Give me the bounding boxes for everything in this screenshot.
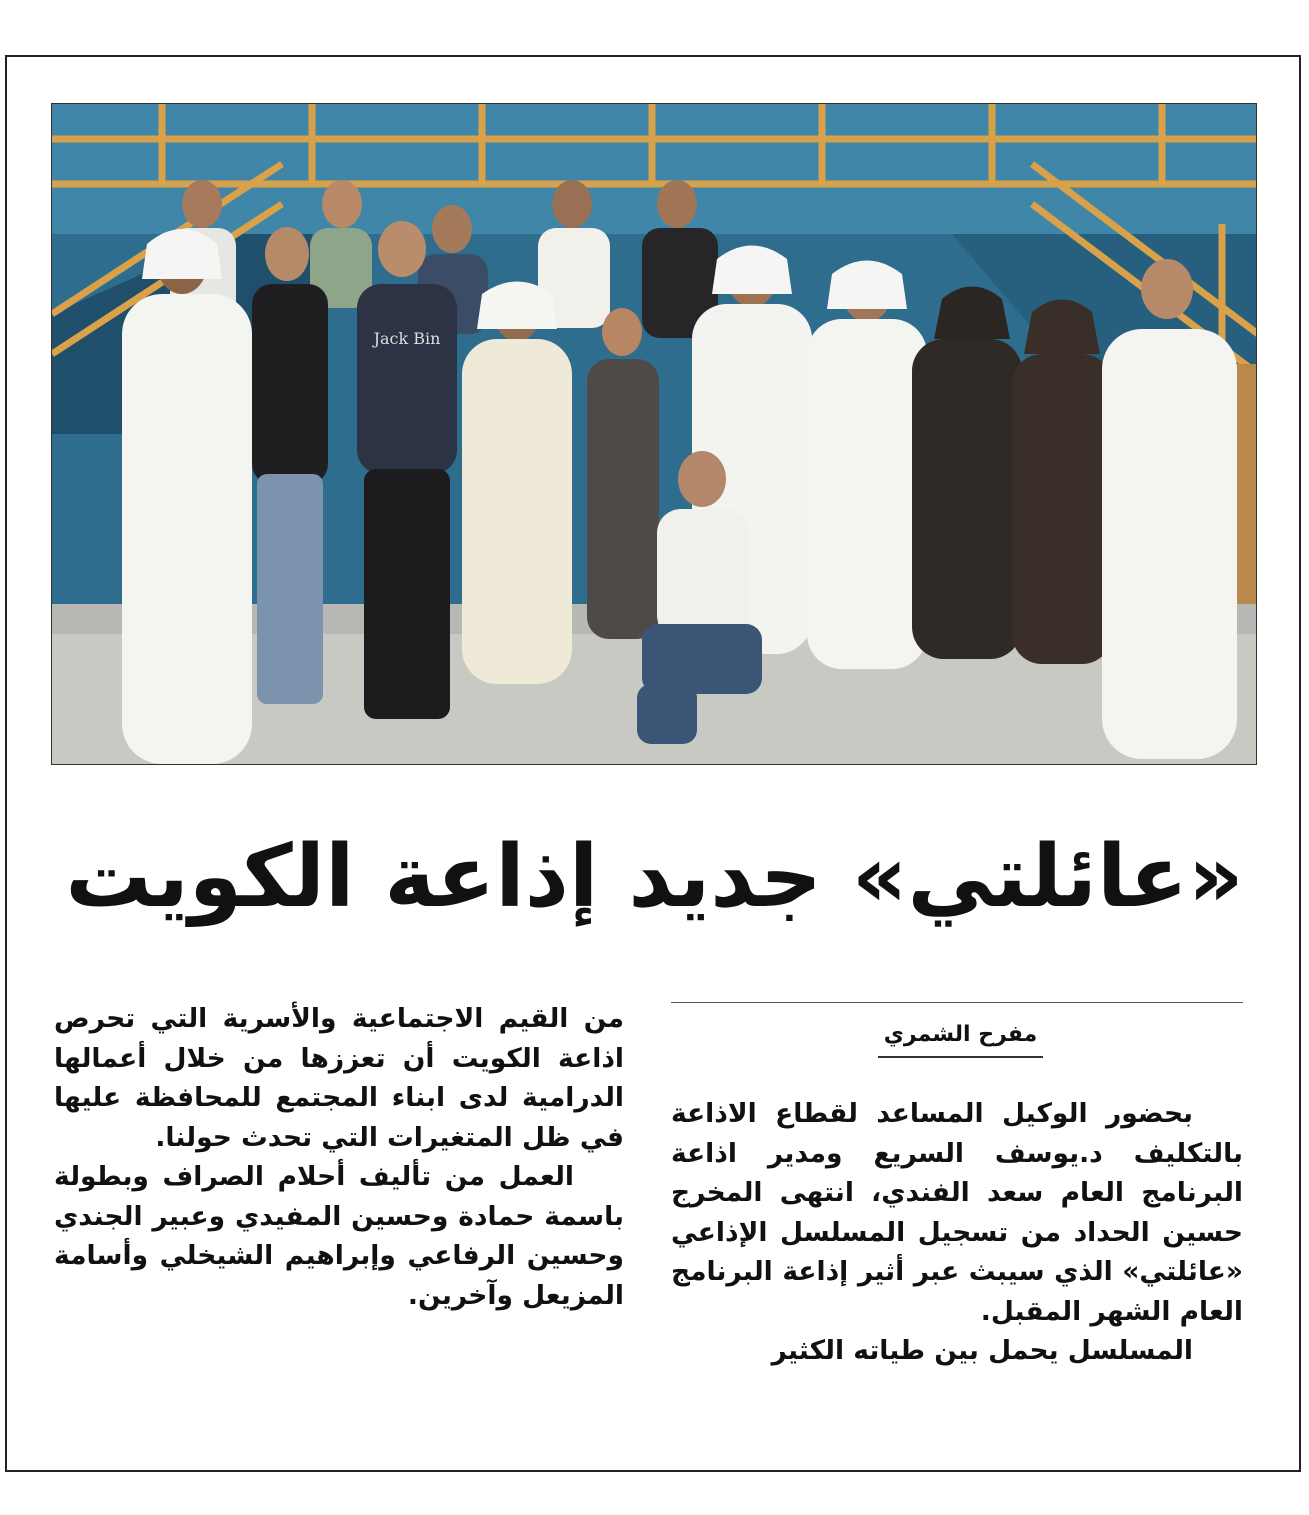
article-column-right (671, 1094, 1243, 1371)
article-column-left (54, 999, 624, 1315)
group-photo-illustration (52, 104, 1257, 765)
byline-rule (671, 1002, 1243, 1003)
paragraph: العمل من تأليف أحلام الصراف وبطولة باسمة حمادة وحسين المفيدي وعبير الجندي وحسين الرفاعي وإبراهيم الشيخلي وأسامة المزيعل وآخرين. (54, 1161, 624, 1311)
headline: «عائلتي» جديد إذاعة الكويت (65, 827, 1244, 927)
paragraph: من القيم الاجتماعية والأسرية التي تحرص اذاعة الكويت أن تعززها من خلال أعمالها الدرامية لدى ابناء المجتمع للمحافظة عليها في ظل المتغيرات التي تحدث حولنا. (54, 1003, 624, 1153)
paragraph: المسلسل يحمل بين طياته الكثير (771, 1335, 1193, 1366)
shirt-print: Jack Bin (373, 329, 441, 348)
group-photo (51, 103, 1257, 765)
byline-author: مفرح الشمري (878, 1012, 1043, 1058)
paragraph: بحضور الوكيل المساعد لقطاع الاذاعة بالتكليف د.يوسف السريع ومدير اذاعة البرنامج العام سعد الفندي، انتهى المخرج حسين الحداد من تسجيل المسلسل الإذاعي «عائلتي» الذي سيبث عبر أثير إذاعة البرنامج العام الشهر المقبل. (671, 1098, 1243, 1327)
